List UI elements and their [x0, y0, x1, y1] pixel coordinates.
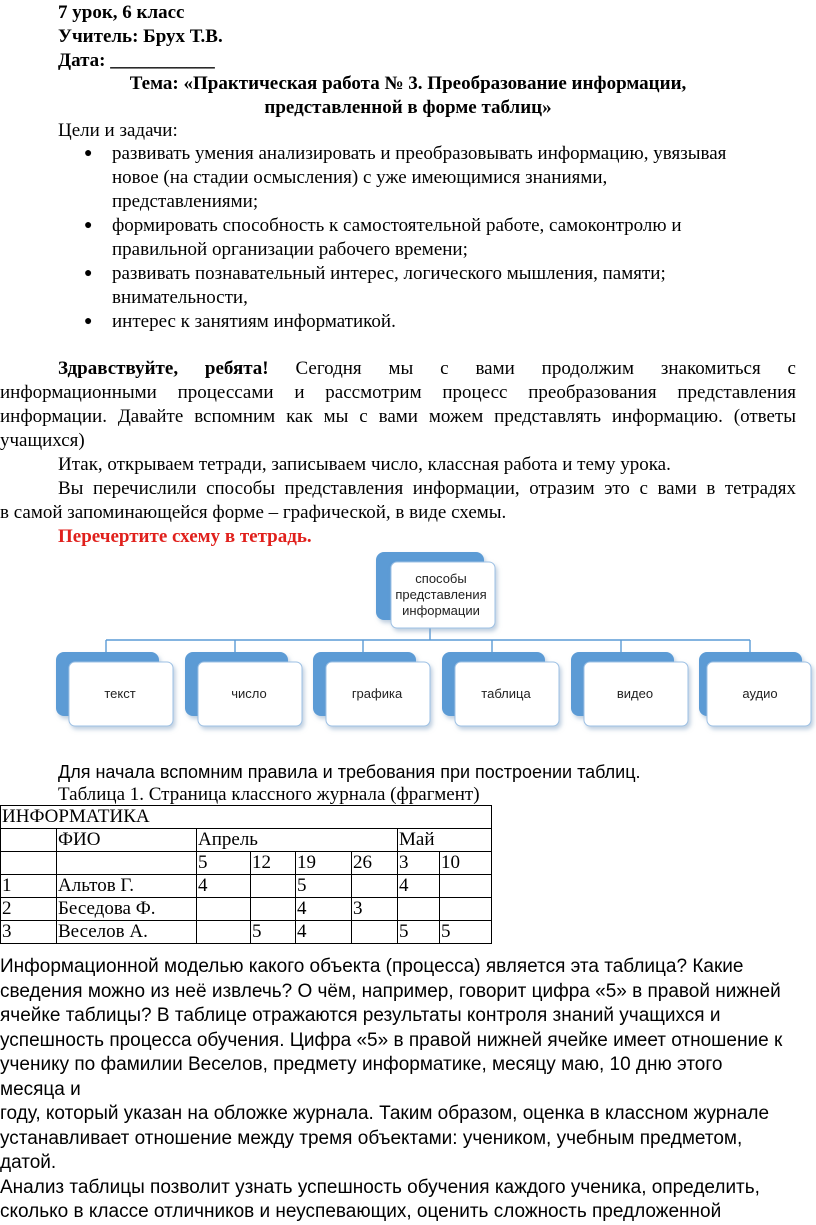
table-cell: 4: [296, 921, 352, 944]
table-cell: [197, 921, 251, 944]
instruction-text: Перечертите схему в тетрадь.: [58, 526, 312, 547]
table-cell: [440, 898, 492, 921]
table-cell: 3: [1, 921, 57, 944]
table-cell: Беседова Ф.: [57, 898, 197, 921]
table-cell: 5: [296, 875, 352, 898]
svg-text:графика: графика: [351, 686, 403, 701]
diagram-root-node: [376, 552, 495, 628]
diagram-node-text: [56, 652, 173, 726]
svg-text:видео: видео: [616, 686, 654, 701]
journal-table: [0, 805, 492, 944]
table-cell: 5: [251, 921, 296, 944]
table-row: [1, 852, 492, 875]
analysis-line: Анализ таблицы позволит узнать успешность обучения каждого ученика, определить,: [0, 1176, 760, 1198]
diagram-node-number: [185, 652, 302, 726]
analysis-line: сколько в классе отличников и неуспевающих, оценить сложность предложенной: [0, 1201, 722, 1222]
bullet-icon: ●: [84, 314, 93, 329]
table-cell: [251, 898, 296, 921]
root-label-1: способы: [415, 571, 467, 586]
intro-line-4: учащихся): [0, 430, 85, 451]
table-cell: 4: [197, 875, 251, 898]
topic-line-2: представленной в форме таблиц»: [264, 97, 552, 118]
bullet-icon: ●: [84, 218, 93, 233]
day-cell: 12: [251, 852, 296, 875]
intro-line-3: информации. Давайте вспомним как мы с вами можем представлять информацию. (ответы: [0, 406, 796, 427]
analysis-line: успешность процесса обучения. Цифра «5» в правой нижней ячейке имеет отношение к: [0, 1029, 783, 1051]
table-title: ИНФОРМАТИКА: [1, 806, 492, 829]
analysis-line: ученику по фамилии Веселов, предмету информатике, месяцу маю, 10 дню этого месяца и: [0, 1054, 723, 1100]
lesson-label: 7 урок, 6 класс: [58, 2, 185, 23]
rules-line: Для начала вспомним правила и требования при построении таблиц.: [58, 762, 641, 782]
goals-heading: Цели и задачи:: [58, 120, 178, 141]
table-cell: 5: [398, 921, 440, 944]
table-cell: 4: [398, 875, 440, 898]
table-caption: Таблица 1. Страница классного журнала (фрагмент): [58, 784, 480, 805]
table-cell: 3: [352, 898, 398, 921]
bullet-icon: ●: [84, 266, 93, 281]
diagram-node-audio: [699, 652, 811, 726]
date-label: Дата: ___________: [58, 50, 215, 71]
info-representation-diagram: [0, 550, 816, 740]
intro-line-5: Итак, открываем тетради, записываем число, классная работа и тему урока.: [58, 454, 671, 475]
intro-line-7: в самой запоминающейся форме – графической, в виде схемы.: [0, 502, 507, 523]
goal-item: ● интерес к занятиям информатикой.: [84, 311, 396, 332]
table-cell: 1: [1, 875, 57, 898]
analysis-line: году, который указан на обложке журнала. Таким образом, оценка в классном журнале: [0, 1103, 770, 1124]
header-month-april: Апрель: [197, 829, 398, 852]
table-cell: 2: [1, 898, 57, 921]
table-cell: Альтов Г.: [57, 875, 197, 898]
diagram-node-table: [442, 652, 559, 726]
table-cell: 5: [440, 921, 492, 944]
day-cell: 19: [296, 852, 352, 875]
bullet-icon: ●: [84, 146, 93, 161]
header-fio: ФИО: [57, 829, 197, 852]
root-label-3: информации: [402, 603, 480, 618]
table-row: [1, 829, 492, 852]
intro-line-6: Вы перечислили способы представления информации, отразим это с вами в тетрадях: [58, 478, 796, 499]
teacher-label: Учитель: Брух Т.В.: [58, 26, 223, 47]
goal-item: ● развивать познавательный интерес, логического мышления, памяти; внимательности,: [84, 263, 666, 308]
goals-list: [58, 142, 788, 334]
day-cell: 3: [398, 852, 440, 875]
day-cell: 26: [352, 852, 398, 875]
header-month-may: Май: [398, 829, 492, 852]
table-cell: [352, 875, 398, 898]
analysis-line: ячейке таблицы? В таблице отражаются результаты контроля знаний учащихся и: [0, 1005, 721, 1026]
intro-line-1: Здравствуйте, ребята! Сегодня мы с вами продолжим знакомиться с: [58, 358, 796, 379]
greeting: Здравствуйте, ребята!: [58, 358, 269, 379]
analysis-paragraph: [0, 955, 790, 1225]
diagram-node-graphics: [313, 652, 430, 726]
intro-line-2: информационными процессами и рассмотрим процесс преобразования представления: [0, 382, 796, 403]
analysis-line: Информационной моделью какого объекта (процесса) является эта таблица? Какие: [0, 956, 744, 977]
analysis-line: устанавливает отношение между тремя объектами: учеником, учебным предметом, датой.: [0, 1127, 743, 1173]
goal-item: ● развивать умения анализировать и преобразовывать информацию, увязывая новое (на стадии осмысления) с уже имеющимися знаниями, представлениями;: [84, 143, 727, 212]
day-cell: 5: [197, 852, 251, 875]
analysis-line: сведения можно из неё извлечь? О чём, например, говорит цифра «5» в правой нижней: [0, 980, 781, 1002]
topic-line-1: Тема: «Практическая работа № 3. Преобразование информации,: [129, 73, 687, 94]
table-row: [1, 875, 492, 898]
svg-text:таблица: таблица: [481, 686, 531, 701]
table-row: [1, 898, 492, 921]
table-cell: [251, 875, 296, 898]
table-row: [1, 806, 492, 829]
diagram-node-video: [571, 652, 688, 726]
table-cell: Веселов А.: [57, 921, 197, 944]
table-row: [1, 921, 492, 944]
root-label-2: представления: [395, 587, 487, 602]
svg-text:число: число: [231, 686, 267, 701]
table-cell: [352, 921, 398, 944]
svg-text:аудио: аудио: [742, 686, 778, 701]
goal-item: ● формировать способность к самостоятельной работе, самоконтролю и правильной организации рабочего времени;: [84, 215, 682, 260]
table-cell: [197, 898, 251, 921]
table-cell: [440, 875, 492, 898]
day-cell: 10: [440, 852, 492, 875]
table-cell: 4: [296, 898, 352, 921]
svg-text:текст: текст: [104, 686, 136, 701]
table-cell: [398, 898, 440, 921]
